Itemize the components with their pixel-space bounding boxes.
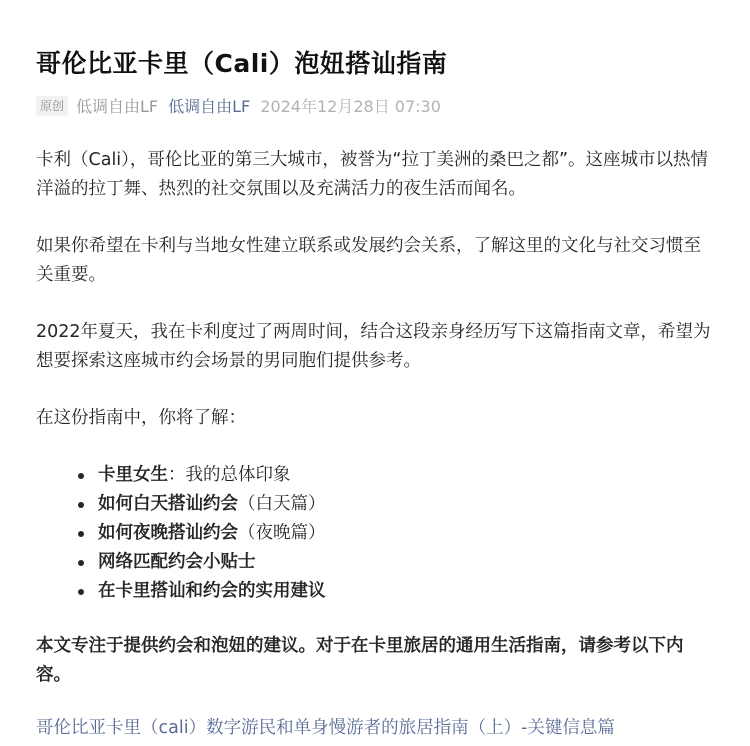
article-title: 哥伦比亚卡里（Cali）泡妞搭讪指南: [36, 49, 448, 78]
list-item-bold: 如何白天搭讪约会: [98, 494, 238, 514]
bullet-dot-icon: [78, 560, 84, 566]
list-item: [98, 490, 716, 519]
article-content: [36, 146, 716, 743]
paragraph-note: 本文专注于提供约会和泡妞的建议。对于在卡里旅居的通用生活指南，请参考以下内容。: [36, 636, 684, 685]
article-meta: [36, 94, 441, 117]
paragraph-list-intro: 在这份指南中，你将了解：: [36, 408, 246, 428]
list-item-rest: （白天篇）: [238, 494, 326, 514]
list-item-rest: （夜晚篇）: [238, 523, 326, 543]
guide-topics-list: [36, 461, 716, 606]
original-badge: 原创: [36, 96, 68, 116]
paragraph-experience: 2022年夏天，我在卡利度过了两周时间，结合这段亲身经历写下这篇指南文章，希望为想要探索这座城市约会场景的男同胞们提供参考。: [36, 322, 711, 371]
bullet-dot-icon: [78, 589, 84, 595]
paragraph-intro: 卡利（Cali），哥伦比亚的第三大城市，被誉为“拉丁美洲的桑巴之都”。这座城市以热情洋溢的拉丁舞、热烈的社交氛围以及充满活力的夜生活而闻名。: [36, 150, 709, 199]
publish-date: 2024年12月28日 07:30: [260, 97, 441, 116]
list-item-bold: 如何夜晚搭讪约会: [98, 523, 238, 543]
author-name: 低调自由LF: [76, 97, 159, 116]
account-name-link[interactable]: 低调自由LF: [168, 97, 251, 116]
paragraph-culture: 如果你希望在卡利与当地女性建立联系或发展约会关系，了解这里的文化与社交习惯至关重要。: [36, 236, 701, 285]
list-item-bold: 在卡里搭讪和约会的实用建议: [98, 581, 326, 601]
related-guide-link[interactable]: 哥伦比亚卡里（cali）数字游民和单身慢游者的旅居指南（上）-关键信息篇: [36, 718, 615, 738]
list-item-bold: 卡里女生: [98, 465, 168, 485]
list-item: [98, 548, 716, 577]
list-item: [98, 577, 716, 606]
list-item: [98, 519, 716, 548]
bullet-dot-icon: [78, 473, 84, 479]
list-item-bold: 网络匹配约会小贴士: [98, 552, 256, 572]
bullet-dot-icon: [78, 531, 84, 537]
bullet-dot-icon: [78, 502, 84, 508]
list-item-rest: ：我的总体印象: [168, 465, 291, 485]
list-item: [98, 461, 716, 490]
